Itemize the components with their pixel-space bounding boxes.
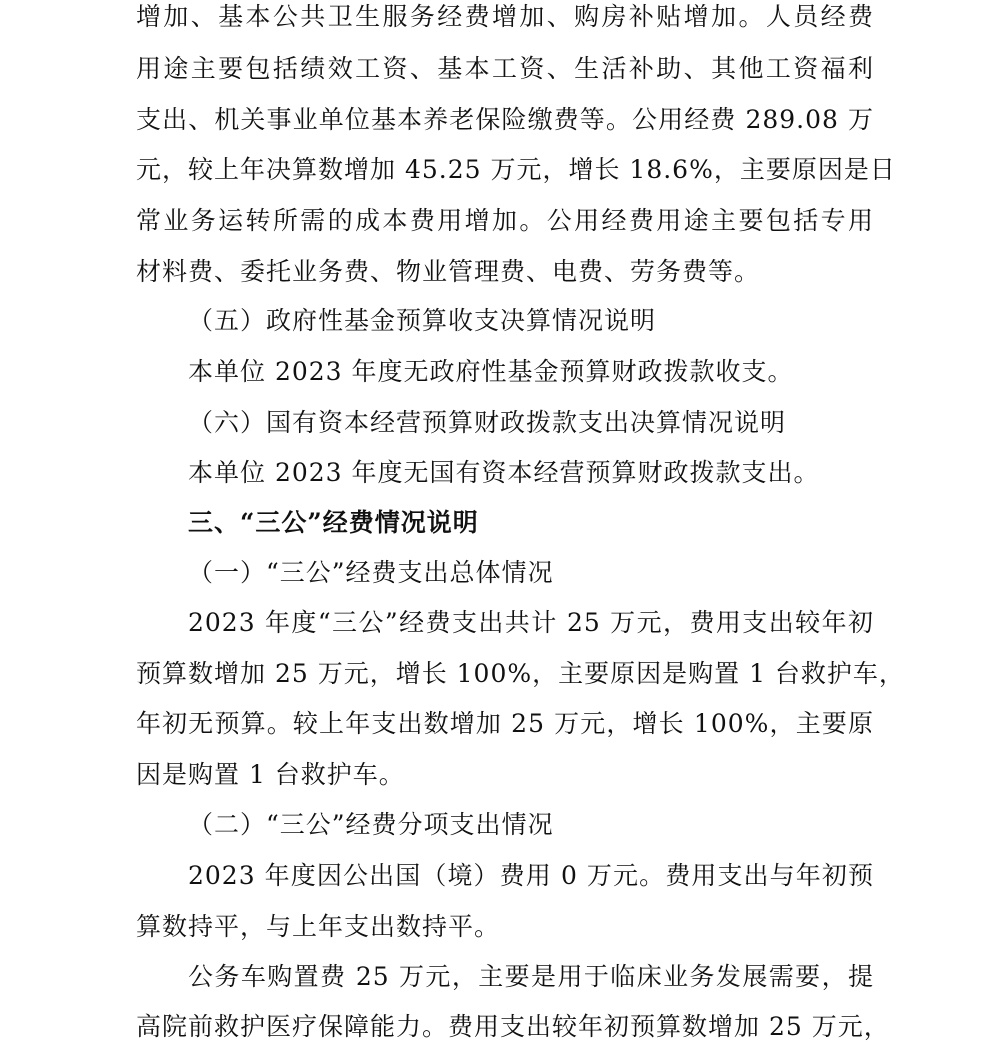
body-text-line: 因是购置 1 台救护车。 (136, 760, 405, 789)
body-text-line: 2023 年度因公出国（境）费用 0 万元。费用支出与年初预 (188, 861, 874, 890)
chapter-heading: 三、“三公”经费情况说明 (188, 508, 479, 537)
body-text-line: 材料费、委托业务费、物业管理费、电费、劳务费等。 (136, 257, 761, 286)
body-text-line: 2023 年度“三公”经费支出共计 25 万元，费用支出较年初 (188, 608, 874, 637)
body-text-line: 本单位 2023 年度无政府性基金预算财政拨款收支。 (188, 357, 794, 386)
body-text-line: 常业务运转所需的成本费用增加。公用经费用途主要包括专用 (136, 206, 874, 235)
body-text-line: 公务车购置费 25 万元，主要是用于临床业务发展需要，提 (188, 962, 874, 991)
body-text-line: 预算数增加 25 万元，增长 100%，主要原因是购置 1 台救护车， (136, 659, 905, 688)
section-heading: （二）“三公”经费分项支出情况 (188, 810, 554, 839)
body-text-line: 本单位 2023 年度无国有资本经营预算财政拨款支出。 (188, 458, 820, 487)
body-text-line: 用途主要包括绩效工资、基本工资、生活补助、其他工资福利 (136, 54, 874, 83)
section-heading: （一）“三公”经费支出总体情况 (188, 558, 554, 587)
body-text-line: 支出、机关事业单位基本养老保险缴费等。公用经费 289.08 万 (136, 105, 874, 134)
body-text-line: 元，较上年决算数增加 45.25 万元，增长 18.6%，主要原因是日 (136, 155, 896, 184)
body-text-line: 年初无预算。较上年支出数增加 25 万元，增长 100%，主要原 (136, 709, 874, 738)
section-heading: （五）政府性基金预算收支决算情况说明 (188, 306, 657, 335)
section-heading: （六）国有资本经营预算财政拨款支出决算情况说明 (188, 408, 787, 437)
body-text-line: 高院前救护医疗保障能力。费用支出较年初预算数增加 25 万元， (136, 1012, 890, 1041)
body-text-line: 算数持平，与上年支出数持平。 (136, 912, 501, 941)
body-text-line: 增加、基本公共卫生服务经费增加、购房补贴增加。人员经费 (136, 2, 874, 31)
